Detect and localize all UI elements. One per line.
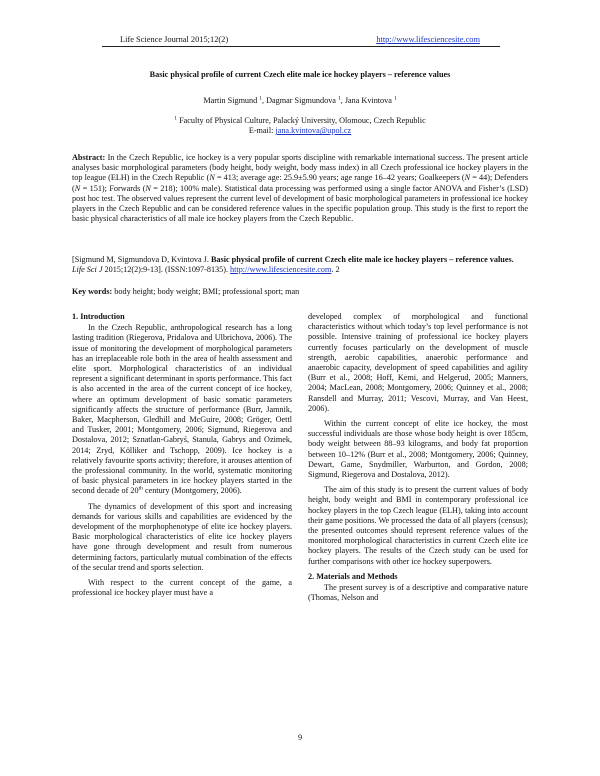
abstract-n: N xyxy=(145,183,151,193)
page-number: 9 xyxy=(297,733,303,742)
left-column xyxy=(72,312,292,603)
introduction-heading: 1. Introduction xyxy=(72,312,125,321)
author-name: Jana Kvintova xyxy=(344,96,392,105)
email-link[interactable]: jana.kvintova@upol.cz xyxy=(275,126,352,136)
body-paragraph xyxy=(72,323,292,496)
email-label: E-mail: xyxy=(248,126,274,136)
paper-title: Basic physical profile of current Czech elite male ice hockey players – reference values xyxy=(149,70,451,79)
abstract xyxy=(72,153,528,224)
superscript: th xyxy=(138,485,143,492)
paragraph-text: In the Czech Republic, anthropological research has a long lasting tradition (Riegerova, Pridalova and Ulbrichova, 2006). The issue of monitoring the development of morphological parameters has an irreplaceable role both in the area of health assessment and elite sport. Morphological characteristics of an individual represent a significant determinant in sports performance. This fact is also accented in the area of the current concept of ice hockey, where an optimum development of basic somatic parameters significantly affects the structure of performance (Burr, Jamnik, Baker, Macpherson, Gledhill and McGuire, 2008; Gröger, Oettl and Tusker, 2001; Montgomery, 2006; Sigmund, Riegerova and Dostalova, 2012; Sznatlan-Gabryś, Stanula, Gabrys and Ozimek, 2014; Zryd, Kölliker and Tschopp, 2009). Ice hockey is a relatively favourite sports activity; therefore, it arouses attention of the professional community. In the world, systematic monitoring of basic physical parameters in ice hockey players started in the second decade of 20 xyxy=(72,323,292,496)
body-paragraph: Within the current concept of elite ice hockey, the most successful individuals are those whose body height is over 185cm, body weight between 88–93 kilograms, and body fat proportion between 10–12% (Burr et al., 2008; Montgomery, 2006; Quinney, Dewart, Game, Snydmiller, Warburton, and Gordon, 2008; Sigmund, Riegerova and Dostalova, 2012). xyxy=(308,419,528,480)
citation-authors: [Sigmund M, Sigmundova D, Kvintova J. xyxy=(72,255,211,264)
affiliation-text: Faculty of Physical Culture, Palacký University, Olomouc, Czech Republic xyxy=(179,116,426,125)
author-name: Dagmar Sigmundova xyxy=(266,96,336,105)
running-header xyxy=(102,34,500,48)
author-name: Martin Sigmund xyxy=(203,96,258,105)
body-paragraph: The dynamics of development of this sport and increasing demands for various skills and capabilities are evidenced by the development of the morphophenotype of elite ice hockey players. Basic morphological characteristics of elite ice hockey players have gone through development and result from numerous determining factors, particularly mutual combination of the effects of the secular trend and sports selection. xyxy=(72,501,292,572)
body-paragraph: With respect to the current concept of the game, a professional ice hockey player must have a xyxy=(72,578,292,598)
methods-heading: 2. Materials and Methods xyxy=(308,571,398,581)
citation-suffix: . 2 xyxy=(331,265,340,275)
abstract-n: N xyxy=(464,173,471,183)
abstract-text: = 151); Forwards ( xyxy=(80,183,146,193)
abstract-label: Abstract: xyxy=(72,153,106,162)
affiliation-marker: 1 xyxy=(337,95,341,102)
abstract-text: In the Czech Republic, ice hockey is a very popular sports discipline with remarkable international success. The present article analyses basic morphological parameters (body height, body weight, body mass index) in all Czech professional ice hockey players in the top league (ELH) in the Czech Republic ( xyxy=(72,153,529,183)
paragraph-text: century (Montgomery, 2006). xyxy=(142,486,242,496)
body-paragraph: The aim of this study is to present the current values of body height, body weight and BMI in contemporary professional ice hockey players in the top Czech league (ELH), taking into account their game positions. We processed the data of all players (census); the presented outcomes should represent reference values of the monitored morphological characteristics in current Czech elite ice hockey players. The results of the Czech study can be used for further comparisons with other ice hockey superpowers. xyxy=(308,485,528,566)
abstract-text: = 44); Defenders ( xyxy=(72,173,528,193)
author-list: Martin Sigmund $^1$, Dagmar Sigmundova $^1$, Jana Kvintova $^1$ xyxy=(203,95,397,105)
affiliation-marker: 1 xyxy=(259,95,263,102)
citation-details: 2015;12(2):9-13]. (ISSN:1097-8135). xyxy=(102,265,231,275)
citation-link[interactable]: http://www.lifesciencesite.com xyxy=(230,265,332,275)
keywords xyxy=(72,287,528,297)
keywords-text: body height; body weight; BMI; professional sport; man xyxy=(112,287,300,296)
keywords-label: Key words: xyxy=(72,287,113,296)
body-paragraph: developed complex of morphological and functional characteristics without which today’s top level performance is not possible. Intensive training of professional ice hockey players currently focuses particularly on the development of muscle strength, aerobic capabilities, anaerobic performance and anaerobic capacity, development of speed capabilities and agility (Burr et al., 2008; Hoff, Kemi, and Helgerud, 2005; Manners, 2004; MacLean, 2008; Montgomery, 2006; Quinney et al., 2008; Ransdell and Murray, 2011; Vescovi, Murray, and Van Heest, 2006). xyxy=(308,312,528,413)
affiliation-marker: 1 xyxy=(393,95,397,102)
body-paragraph: The present survey is of a descriptive and comparative nature (Thomas, Nelson and xyxy=(308,583,528,603)
abstract-text: = 413; average age: 25.9±5.90 years; age range 16–42 years; Goalkeepers ( xyxy=(214,173,465,183)
header-rule xyxy=(102,46,500,47)
right-column xyxy=(308,312,528,608)
affiliation xyxy=(72,116,528,136)
affiliation-marker: 1 xyxy=(174,115,178,122)
citation xyxy=(72,255,528,275)
journal-name: Life Science Journal 2015;12(2) xyxy=(120,35,229,44)
header-website-link[interactable]: http://www.lifesciencesite.com xyxy=(376,35,480,44)
citation-journal: Life Sci J xyxy=(72,265,103,275)
abstract-n: N xyxy=(209,173,215,183)
abstract-text: = 218); 100% male). Statistical data processing was performed using a single factor ANOVA and Fisher’s (LSD) post hoc test. The observed values represent the current level of development of basic morphological parameters in professional ice hockey players in the Czech Republic and can be considered reference values in the specific population group. This study is the first to report the basic physical characteristics of all male ice hockey players from the Czech Republic. xyxy=(72,183,528,224)
abstract-n: N xyxy=(74,183,81,193)
citation-title: Basic physical profile of current Czech elite male ice hockey players – reference values. xyxy=(210,255,514,264)
